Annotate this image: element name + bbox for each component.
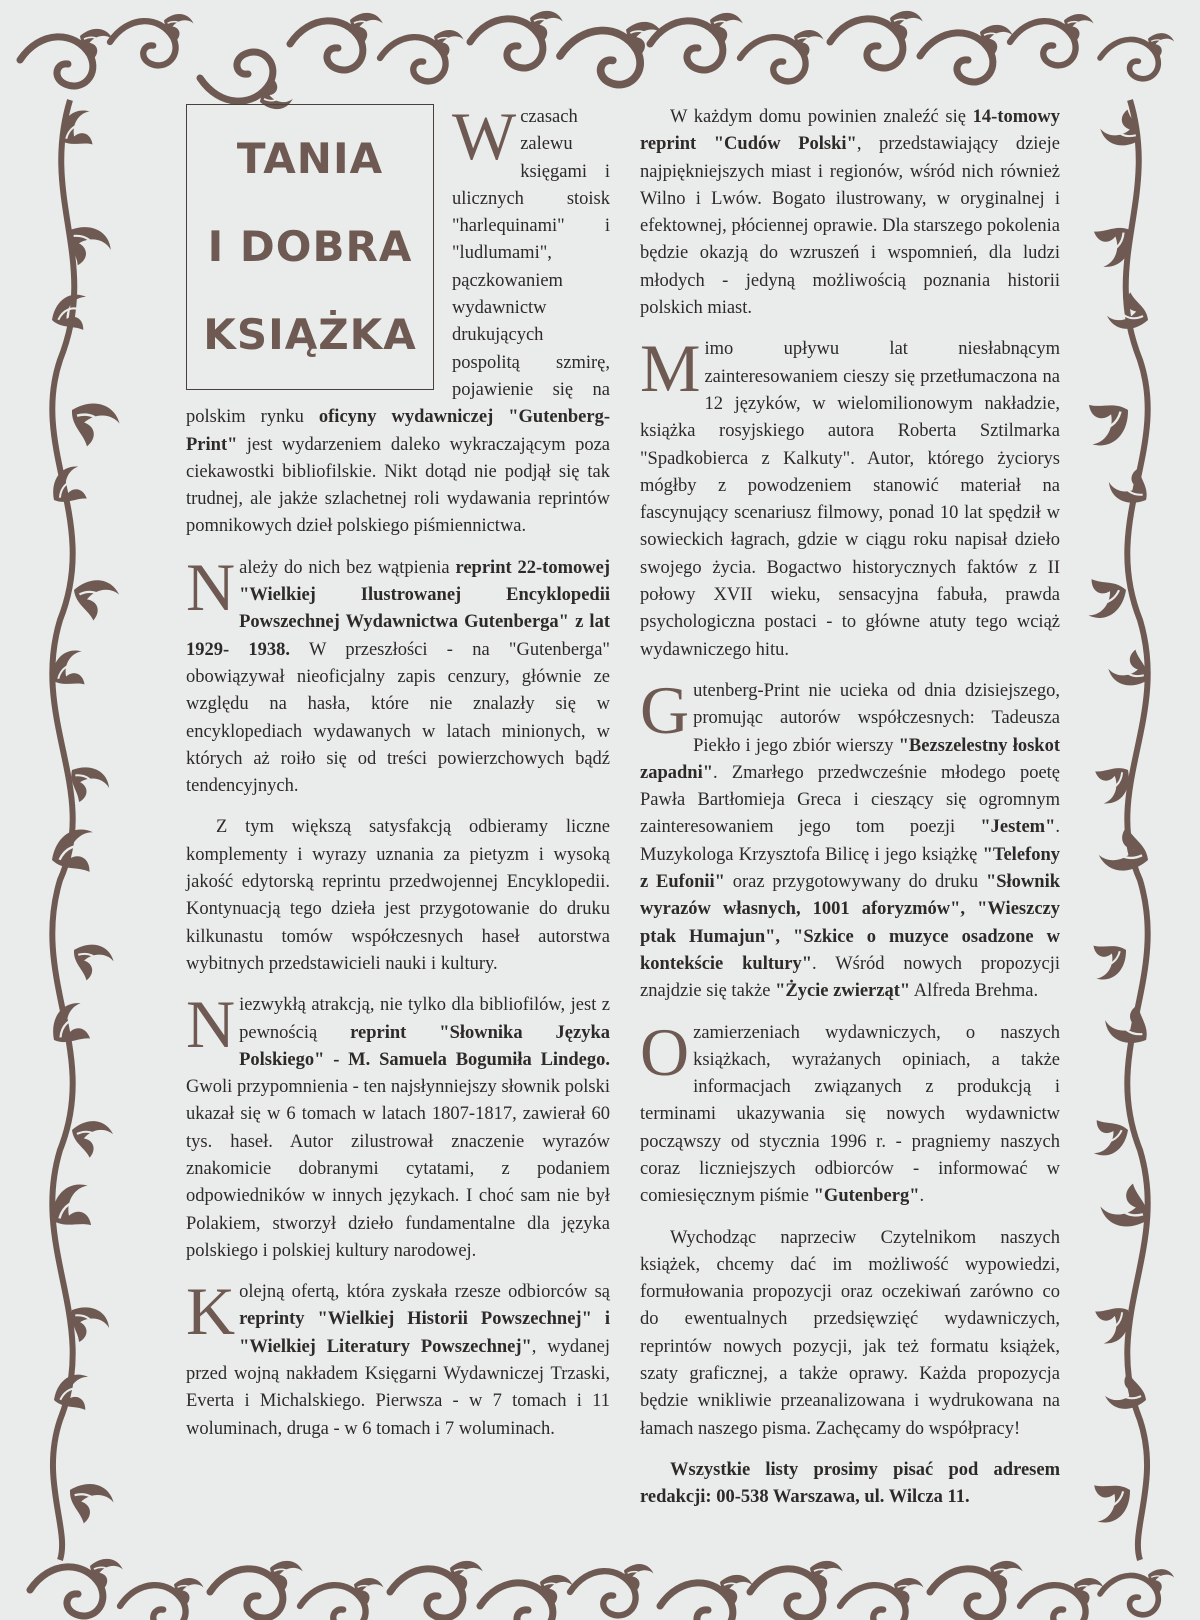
drop-cap: O <box>640 1013 690 1090</box>
bold-text: reprint 22-tomowej "Wielkiej Ilustrowanej Encyklopedii Powszechnej Wydawnictwa Gutenberga" z lat 1929- 1938. <box>186 557 610 660</box>
bold-text: "Jestem" <box>980 817 1056 838</box>
paragraph <box>640 330 1060 664</box>
paragraph <box>640 1225 1060 1443</box>
paragraph <box>186 814 610 978</box>
paragraph <box>186 1273 610 1443</box>
bold-text: "Telefony z Eufonii" <box>640 844 1060 893</box>
text-run: Alfreda Brehma. <box>910 981 1039 1002</box>
text-run: . Wśród nowych propozycji znajdzie się także <box>640 953 1061 1002</box>
bold-text: "Gutenberg" <box>813 1186 920 1207</box>
text-run: , wydanej przed wojną nakładem Księgarni Wydawniczej Trzaski, Everta i Michalskiego. Pierwsza - w 7 tomach i 11 woluminach, druga - w 6 tomach i 7 woluminach. <box>186 1336 610 1439</box>
text-run: ależy do nich bez wątpienia <box>239 557 456 578</box>
paragraph <box>640 671 1061 1006</box>
title-line-2: I DOBRA <box>207 222 413 271</box>
text-run: czasach zalewu księgami i ulicznych stoisk "harlequinami" i "ludlumami", pączkowaniem wydawnictw drukujących pospolitą szmirę, pojawienie się na polskim rynku <box>186 107 610 428</box>
paragraph <box>640 1457 1060 1512</box>
title-spacer <box>186 104 452 402</box>
paragraph <box>640 104 1060 322</box>
left-border-ornament <box>42 100 124 1560</box>
text-run: . Zmarłego przedwcześnie młodego poetę Pawła Bartłomieja Greca i cieszący się ogromnym zainteresowaniem jego tom poezji <box>640 762 1060 838</box>
bold-text: reprint "Słownika Języka Polskiego" - M. Samuela Bogumiła Lindego. <box>239 1022 610 1070</box>
right-column <box>640 104 1060 1526</box>
paragraph <box>186 548 610 801</box>
bold-text: "Życie zwierząt" <box>775 981 911 1002</box>
text-run: oraz przygotowywany do druku <box>724 872 986 893</box>
text-run: Z tym większą satysfakcją odbieramy liczne komplementy i wyrazy uznania za pietyzm i wysoką jakość edytorską reprintu przedwojennej Encyklopedii. Kontynuacją tego dzieła jest przygotowanie do druku kilkunastu tomów współczesnych haseł autorstwa wybitnych przedstawicieli nauki i kultury. <box>186 817 610 974</box>
drop-cap: N <box>186 986 236 1063</box>
text-run: olejną ofertą, która zyskała rzesze odbiorców są <box>239 1282 610 1303</box>
bold-text: 14-tomowy reprint "Cudów Polski" <box>640 107 1060 155</box>
bold-text: Wszystkie listy prosimy pisać pod adresem redakcji: 00-538 Warszawa, ul. Wilcza 11. <box>640 1459 1060 1508</box>
text-run: Gwoli przypomnienia - ten najsłynniejszy słownik polski ukazał się w 6 tomach w latach 1807-1817, zawierał 60 tys. haseł. Autor zilustrował znaczenie wyrazów znakomicie dobranymi cytatami, z podaniem odpowiedników w innych językach. I choć sam nie był Polakiem, stworzył dzieło fundamentalne dla języka polskiego i polskiej kultury narodowej. <box>186 1077 610 1261</box>
text-run: , przedstawiający dzieje najpiękniejszych miast i regionów, wśród nich również Wilno i Lwów. Bogato ilustrowany, w oryginalnej i efektownej, płóciennej oprawie. Dla starszego pokolenia będzie okazją do wzruszeń i wspomnień, dla ludzi młodych - jedyną możliwością poznania historii polskich miast. <box>640 134 1060 319</box>
text-run: . Muzykologa Krzysztofa Bilicę i jego książkę <box>640 817 1060 865</box>
text-run: utenberg-Print nie ucieka od dnia dzisiejszego, promując autorów współczesnych: Tadeusza Piekło i jego zbiór wierszy <box>693 680 1060 756</box>
text-run: W przeszłości - na "Gutenberga" obowiązywał nieoficjalny zapis cenzury, głównie ze względu na hasła, które nie znalazły się w encyklopediach wydawanych w latach minionych, w których aż roiło się od treści powierzchowych bądź tendencyjnych. <box>186 639 610 797</box>
bold-text: "Słownik wyrazów własnych, 1001 aforyzmów", "Wieszczy ptak Humajun", "Szkice o muzyce osadzone w kontekście kultury" <box>640 872 1061 974</box>
text-run: Wychodząc naprzeciw Czytelnikom naszych książek, chcemy dać im możliwość wypowiedzi, formułowania propozycji oraz oczekiwań zarówno co do ewentualnych przedsięwzięć wydawniczych, reprintów nowych pozycji, jak też formatu książek, szaty graficznej, a także oprawy. Każda propozycja będzie wnikliwie przeanalizowana i wydrukowana na łamach naszego pisma. Zachęcamy do współpracy! <box>640 1227 1060 1439</box>
bold-text: oficyny wydawniczej "Gutenberg-Print" <box>186 407 611 455</box>
title-line-1: TANIA <box>236 134 384 183</box>
text-run: iezwykłą atrakcją, nie tylko dla bibliofilów, jest z pewnością <box>239 995 610 1043</box>
drop-cap: K <box>186 1273 236 1350</box>
text-run: zamierzeniach wydawniczych, o naszych książkach, wyrażanych opiniach, a także informacjach związanych z produkcją i terminami ukazywania się nowych wydawnictw począwszy od stycznia 1996 r. - pragniemy naszych coraz liczniejszych odbiorców - informować w comiesięcznym piśmie <box>640 1022 1060 1207</box>
title-line-3: KSIĄŻKA <box>203 310 417 359</box>
left-column <box>186 98 611 1457</box>
paragraph <box>640 1013 1060 1211</box>
drop-cap: N <box>186 548 236 625</box>
text-run: W każdym domu powinien znaleźć się <box>670 107 973 127</box>
drop-cap: W <box>452 98 517 174</box>
drop-cap: M <box>640 330 701 407</box>
top-border-ornament <box>20 5 1176 114</box>
text-run: jest wydarzeniem daleko wykraczającym poza ciekawostki bibliofilskie. Nikt dotąd nie podjął się tak trudnej, ale jakże szlachetnej roli wydawania reprintów pomnikowych dzieł polskiego piśmiennictwa. <box>186 434 610 537</box>
bottom-border-ornament <box>30 1553 1176 1620</box>
right-border-ornament <box>1074 100 1160 1560</box>
drop-cap: G <box>640 671 690 748</box>
text-run: imo upływu lat niesłabnącym zainteresowaniem cieszy się przetłumaczona na 12 języków, w wielomilionowym nakładzie, książka rosyjskiego autora Roberta Sztilmarka "Spadkobierca z Kalkuty". Autor, którego życiorys mógłby z powodzeniem stanowić materiał na fascynujący scenariusz filmowy, ponad 10 lat spędził w sowieckich łagrach, gdzie w ciągu roku napisał dzieło swojego życia. Bogactwo historycznych faktów z II połowy XVII wieku, sensacyjna fabuła, prawda psychologiczna postaci - to główne atuty tego wciąż wydawniczego hitu. <box>640 339 1060 660</box>
bold-text: reprinty "Wielkiej Historii Powszechnej" i "Wielkiej Literatury Powszechnej" <box>239 1309 610 1357</box>
paragraph <box>186 986 610 1265</box>
bold-text: "Bezszelestny łoskot zapadni" <box>640 735 1060 783</box>
text-run: . <box>919 1186 925 1207</box>
